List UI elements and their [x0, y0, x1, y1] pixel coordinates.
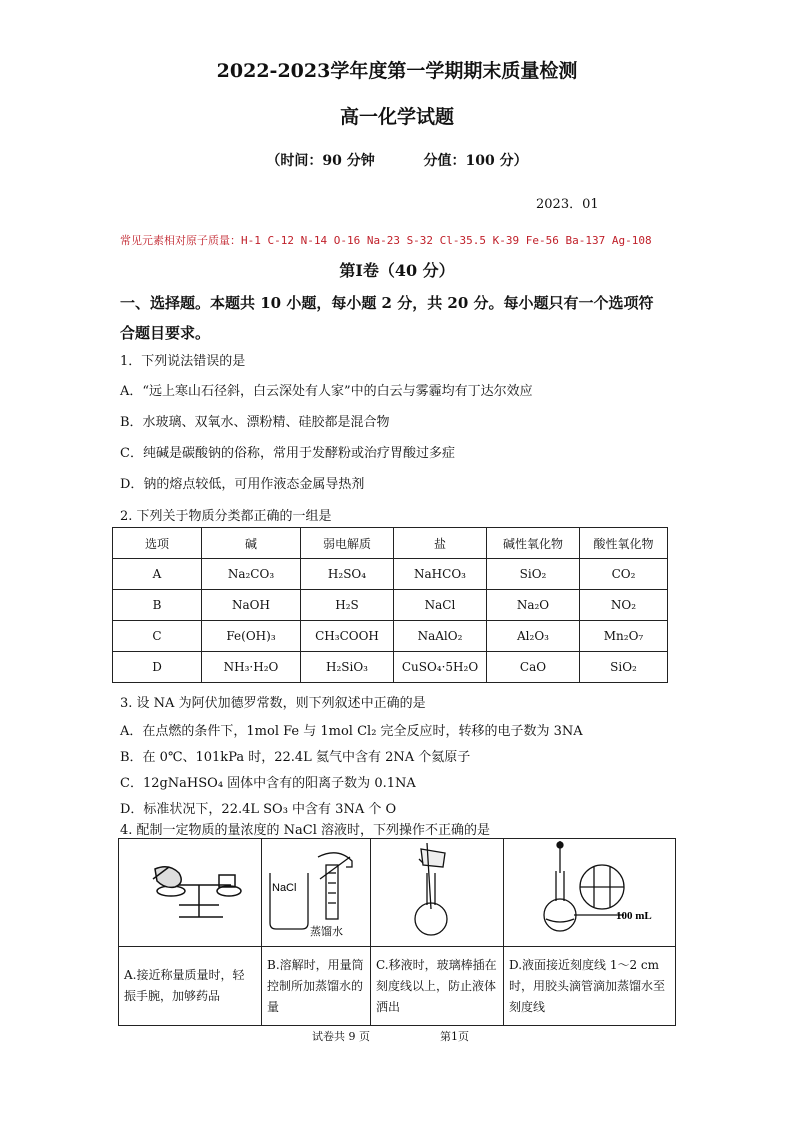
table-header: 选项: [113, 528, 202, 559]
table-cell: D: [113, 652, 202, 683]
table-cell: CuSO₄·5H₂O: [394, 652, 487, 683]
table-header: 碱性氧化物: [487, 528, 580, 559]
volume-label: 100 mL: [616, 910, 652, 922]
operations-table: [118, 838, 676, 1026]
table-cell: CO₂: [580, 559, 668, 590]
nacl-label: NaCl: [272, 882, 297, 894]
table-row: [113, 652, 668, 683]
classification-table: [112, 527, 668, 683]
table-cell: NH₃·H₂O: [202, 652, 301, 683]
option-caption: D.液面接近刻度线 1～2 cm 时，用胶头滴管滴加蒸馏水至刻度线: [504, 947, 676, 1026]
table-row: [113, 621, 668, 652]
table-cell: SiO₂: [487, 559, 580, 590]
exam-subtitle: 高一化学试题: [339, 106, 454, 128]
table-cell: H₂S: [301, 590, 394, 621]
q4-stem: 4. 配制一定物质的量浓度的 NaCl 溶液时，下列操作不正确的是: [120, 823, 491, 838]
figure-cell: [262, 839, 371, 947]
volumetric-flask-figure: [504, 839, 674, 943]
option-caption: A.接近称量质量时，轻振手腕，加够药品: [119, 947, 262, 1026]
table-header-row: [113, 528, 668, 559]
table-cell: B: [113, 590, 202, 621]
dissolve-figure: [262, 839, 370, 943]
section-instruction-1: 一、选择题。本题共 10 小题，每小题 2 分，共 20 分。每小题只有一个选项符: [120, 294, 654, 312]
table-cell: CaO: [487, 652, 580, 683]
figure-cell: [371, 839, 504, 947]
table-cell: C: [113, 621, 202, 652]
table-cell: H₂SiO₃: [301, 652, 394, 683]
section-instruction-2: 合题目要求。: [120, 324, 211, 342]
water-label: 蒸馏水: [310, 926, 343, 938]
atomic-masses: 常见元素相对原子质量：H-1 C-12 N-14 O-16 Na-23 S-32 Cl-35.5 K-39 Fe-56 Ba-137 Ag-108: [120, 234, 652, 247]
time-info: （时间：90 分钟 分值：100 分）: [266, 153, 528, 169]
table-cell: SiO₂: [580, 652, 668, 683]
footer-total: 试卷共 9 页: [312, 1030, 370, 1043]
q1-option-d: D．钠的熔点较低，可用作液态金属导热剂: [120, 477, 365, 492]
table-cell: A: [113, 559, 202, 590]
table-cell: Fe(OH)₃: [202, 621, 301, 652]
balance-figure: [119, 839, 261, 943]
footer-page: 第1页: [440, 1030, 469, 1043]
table-row: [113, 590, 668, 621]
q3-option-a: A．在点燃的条件下，1mol Fe 与 1mol Cl₂ 完全反应时，转移的电子数为 3NA: [120, 724, 583, 739]
exam-title: 2022-2023学年度第一学期期末质量检测: [216, 60, 578, 82]
table-header: 盐: [394, 528, 487, 559]
caption-row: [119, 947, 676, 1026]
figure-row: [119, 839, 676, 947]
q3-option-b: B．在 0℃、101kPa 时，22.4L 氦气中含有 2NA 个氦原子: [120, 750, 471, 765]
q1-option-c: C．纯碱是碳酸钠的俗称，常用于发酵粉或治疗胃酸过多症: [120, 446, 455, 461]
table-header: 酸性氧化物: [580, 528, 668, 559]
table-cell: Al₂O₃: [487, 621, 580, 652]
table-row: [113, 559, 668, 590]
table-cell: CH₃COOH: [301, 621, 394, 652]
table-cell: NaCl: [394, 590, 487, 621]
figure-cell: [504, 839, 676, 947]
q3-stem: 3. 设 NA 为阿伏加德罗常数，则下列叙述中正确的是: [120, 696, 426, 711]
table-cell: Na₂O: [487, 590, 580, 621]
table-cell: NaHCO₃: [394, 559, 487, 590]
table-cell: H₂SO₄: [301, 559, 394, 590]
q3-option-d: D．标准状况下，22.4L SO₃ 中含有 3NA 个 O: [120, 802, 397, 817]
table-cell: NaOH: [202, 590, 301, 621]
exam-date: 2023．01: [536, 197, 599, 212]
table-header: 碱: [202, 528, 301, 559]
table-cell: Na₂CO₃: [202, 559, 301, 590]
part-title: 第Ⅰ卷（40 分）: [339, 261, 455, 280]
table-header: 弱电解质: [301, 528, 394, 559]
q1-stem: 1．下列说法错误的是: [120, 354, 246, 369]
table-cell: NO₂: [580, 590, 668, 621]
option-caption: B.溶解时，用量筒控制所加蒸馏水的量: [262, 947, 371, 1026]
table-cell: Mn₂O₇: [580, 621, 668, 652]
option-caption: C.移液时，玻璃棒插在刻度线以上，防止液体洒出: [371, 947, 504, 1026]
figure-cell: [119, 839, 262, 947]
table-cell: NaAlO₂: [394, 621, 487, 652]
q2-stem: 2. 下列关于物质分类都正确的一组是: [120, 509, 332, 524]
q3-option-c: C．12gNaHSO₄ 固体中含有的阳离子数为 0.1NA: [120, 776, 416, 791]
q1-option-b: B．水玻璃、双氧水、漂粉精、硅胶都是混合物: [120, 415, 390, 430]
q1-option-a: A．“远上寒山石径斜，白云深处有人家”中的白云与雾霾均有丁达尔效应: [120, 384, 533, 399]
transfer-figure: [371, 839, 503, 943]
